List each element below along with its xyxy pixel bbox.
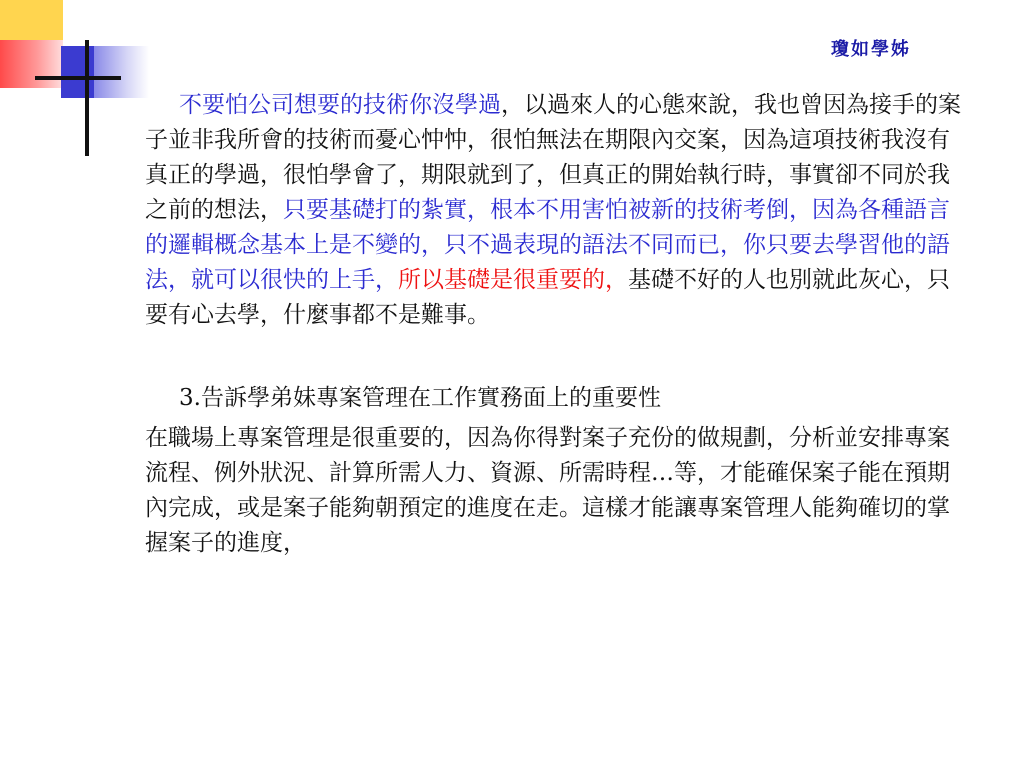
slide-header-title: 瓊如學姊 xyxy=(831,39,911,60)
corner-vertical-line xyxy=(85,40,89,156)
paragraph-1-run-2: ，以過來人的心態來說，我也曾因為接手的案子並非我所會的技術而憂心忡忡，很怕無法在期限內交案，因為這項技術我沒有真正的學過，很怕學會了，期限就到了，但真正的開始執行時，事實卻不同於我之前的想法， xyxy=(145,92,961,223)
paragraph-1-run-3: 只要基礎打的紮實，根本不用害怕被新的技術考倒，因為各種語言的邏輯概念基本上是不變的，只不過表現的語法不同而已，你只要去學習他的語法，就可以很快的上手， xyxy=(145,197,950,293)
corner-yellow-square xyxy=(0,0,63,41)
section-3-body: 在職場上專案管理是很重要的，因為你得對案子充份的做規劃，分析並安排專案流程、例外狀況、計算所需人力、資源、所需時程…等，才能確保案子能在預期內完成，或是案子能夠朝預定的進度在走。這樣才能讓專案管理人能夠確切的掌握案子的進度， xyxy=(145,425,950,556)
paragraph-1-run-1: 不要怕公司想要的技術你沒學過 xyxy=(179,92,501,118)
paragraph-1-run-4: 所以基礎是很重要的， xyxy=(398,267,628,293)
corner-red-square xyxy=(0,40,63,88)
corner-blue-fade xyxy=(94,46,149,98)
corner-blue-square xyxy=(61,46,94,98)
section-3-heading: 3.告訴學弟妹專案管理在工作實務面上的重要性 xyxy=(179,385,661,411)
corner-horizontal-line xyxy=(35,76,121,80)
slide-content xyxy=(145,88,980,561)
paragraph-1 xyxy=(145,88,965,333)
paragraph-1-run-5: 基礎不好的人也別就此灰心，只要有心去學，什麼事都不是難事。 xyxy=(145,267,950,328)
